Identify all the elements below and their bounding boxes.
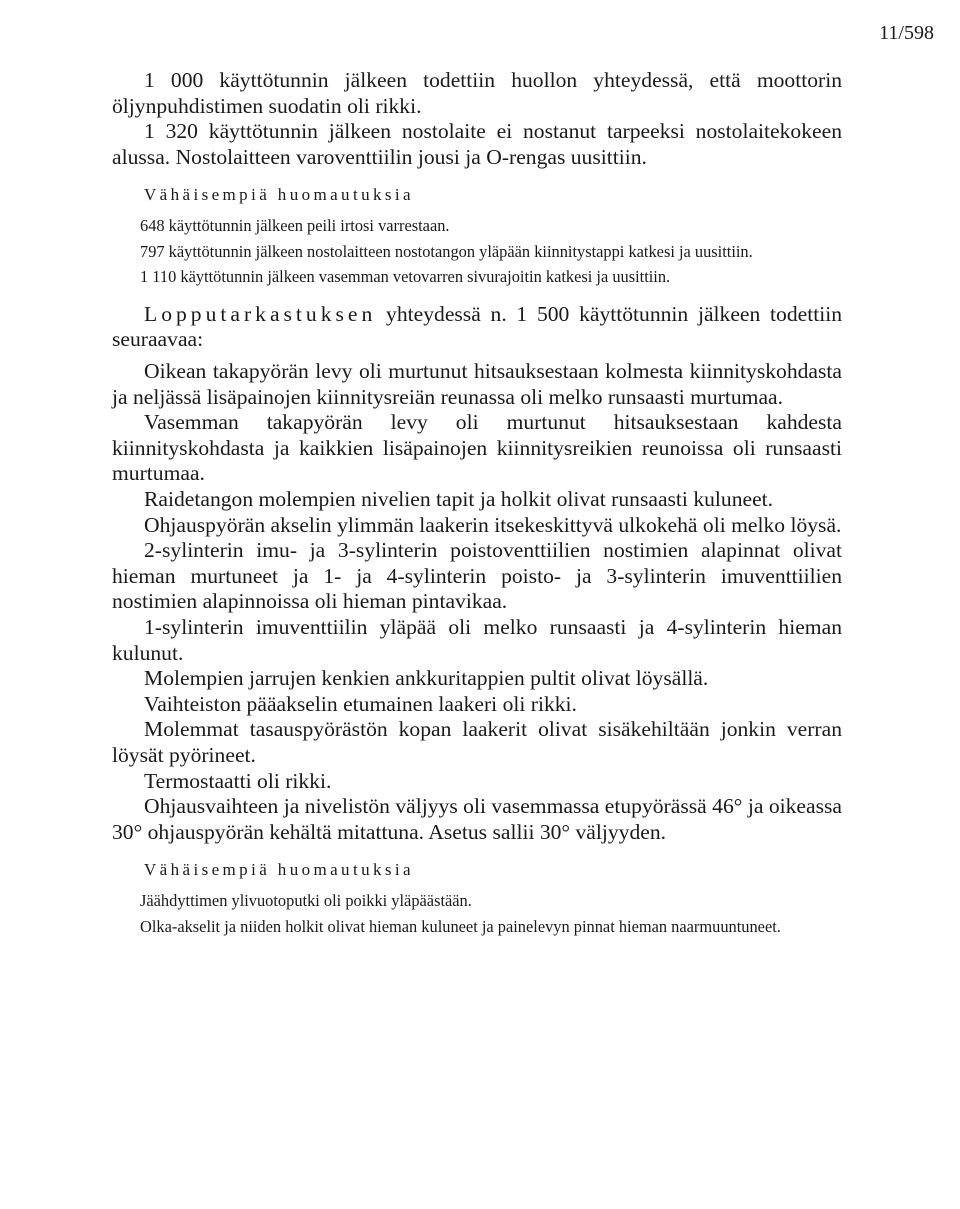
- finding-paragraph: Vasemman takapyörän levy oli murtunut hitsauksestaan kahdesta kiinnityskohdasta ja kaikkien lisäpainojen kiinnitysreikien reunoissa oli runsaasti murtumaa.: [112, 410, 842, 486]
- paragraph-oil-filter: 1 000 käyttötunnin jälkeen todettiin huollon yhteydessä, että moottorin öljynpuhdistimen suodatin oli rikki.: [112, 68, 842, 118]
- minor-note: 648 käyttötunnin jälkeen peili irtosi varrestaan.: [140, 216, 450, 236]
- final-inspection-intro: [112, 302, 842, 353]
- finding-paragraph: Molemmat tasauspyörästön kopan laakerit olivat sisäkehiltään jonkin verran löysät pyörineet.: [112, 717, 842, 767]
- finding-paragraph: Vaihteiston pääakselin etumainen laakeri oli rikki.: [144, 691, 577, 716]
- paragraph-hoist: 1 320 käyttötunnin jälkeen nostolaite ei nostanut tarpeeksi nostolaitekokeen alussa. Nostolaitteen varoventtiilin jousi ja O-rengas uusittiin.: [112, 119, 842, 169]
- minor-note: Jäähdyttimen ylivuotoputki oli poikki yläpäästään.: [140, 891, 472, 911]
- finding-paragraph: Molempien jarrujen kenkien ankkuritappien pultit olivat löysällä.: [144, 666, 709, 691]
- minor-remarks-heading: Vähäisempiä huomautuksia: [144, 185, 414, 205]
- finding-paragraph: Termostaatti oli rikki.: [144, 768, 332, 793]
- finding-paragraph: Raidetangon molempien nivelien tapit ja holkit olivat runsaasti kuluneet.: [144, 487, 774, 512]
- document-body: [112, 68, 842, 937]
- finding-paragraph: Ohjauspyörän akselin ylimmän laakerin itsekeskittyvä ulkokehä oli melko löysä.: [144, 512, 842, 537]
- finding-paragraph: Oikean takapyörän levy oli murtunut hitsauksestaan kolmesta kiinnityskohdasta ja neljässä lisäpainojen kiinnitysreiän reunassa oli melko runsaasti murtumaa.: [112, 359, 842, 409]
- final-inspection-term: Lopputarkastuksen: [144, 301, 377, 326]
- minor-note: Olka-akselit ja niiden holkit olivat hieman kuluneet ja painelevyn pinnat hieman naarmuuntuneet.: [140, 916, 781, 936]
- minor-note: 1 110 käyttötunnin jälkeen vasemman vetovarren sivurajoitin katkesi ja uusittiin.: [140, 267, 671, 287]
- finding-paragraph: 2-sylinterin imu- ja 3-sylinterin poistoventtiilien nostimien alapinnat olivat hieman murtuneet ja 1- ja 4-sylinterin poisto- ja 3-sylinterin imuventtiilien nostimien alapinnoissa oli hieman pintavikaa.: [112, 538, 842, 614]
- finding-paragraph: Ohjausvaihteen ja nivelistön väljyys oli vasemmassa etupyörässä 46° ja oikeassa 30° ohjauspyörän kehältä mitattuna. Asetus sallii 30° väljyyden.: [112, 794, 842, 844]
- final-inspection-text: yhteydessä n. 1 500 käyttötunnin jälkeen todettiin seuraavaa:: [112, 301, 842, 352]
- finding-paragraph: 1-sylinterin imuventtiilin yläpää oli melko runsaasti ja 4-sylinterin hieman kulunut.: [112, 615, 842, 665]
- page-number: 11/598: [879, 22, 934, 44]
- minor-remarks-heading: Vähäisempiä huomautuksia: [144, 860, 414, 880]
- minor-note: 797 käyttötunnin jälkeen nostolaitteen nostotangon yläpään kiinnitystappi katkesi ja uusittiin.: [140, 241, 753, 261]
